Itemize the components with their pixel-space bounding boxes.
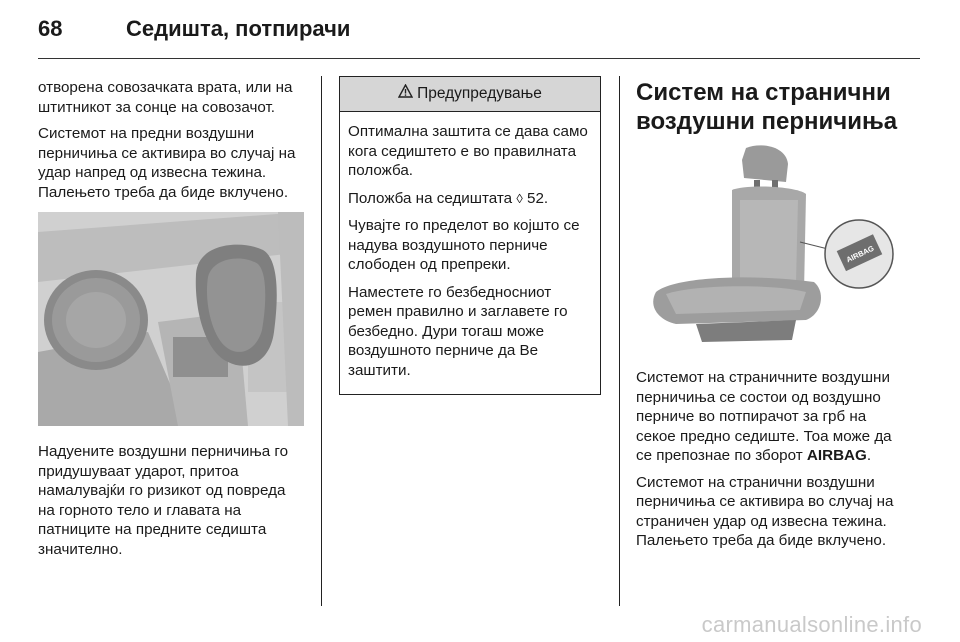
page-reference[interactable]: 52. <box>527 189 549 207</box>
dashboard-airbags-image <box>38 212 304 426</box>
page-title: Седишта, потпирачи <box>126 16 351 41</box>
warning-header <box>340 77 600 112</box>
warning-p2 <box>348 189 592 209</box>
watermark: carmanualsonline.info <box>701 612 922 637</box>
airbag-label-text: AIRBAG <box>844 243 876 265</box>
warning-box <box>339 76 601 395</box>
column-middle <box>339 76 601 395</box>
figure-caption: Надуените воздушни перничиња го придушуваат ударот, притоа намалувајќи го ризикот од повреда на горното тело и главата на патниците на предните седишта значително. <box>38 443 289 558</box>
warning-title: Предупредување <box>417 85 542 103</box>
warning-p4: Наместете го безбедносниот ремен правилно и заглавете го безбедно. Дури тогаш може воздушното перниче да Ве заштити. <box>348 283 568 379</box>
warning-p3: Чувајте го пределот во којшто се надува воздушното перниче слободен од препреки. <box>348 217 580 273</box>
column-divider-1 <box>321 76 322 606</box>
page-reference-arrow-icon: ◊ <box>516 190 523 206</box>
paragraph-front-airbag-activation: Системот на предни воздушни перничиња се активира во случај на удар напред од извесна тежина. Палењето треба да биде вклучено. <box>38 125 296 201</box>
header-divider <box>38 58 920 59</box>
column-left <box>38 78 306 566</box>
warning-triangle-icon <box>398 84 413 104</box>
page-header <box>38 16 920 56</box>
inflated-airbags-illustration <box>38 212 304 426</box>
section-title: Систем на странични воздушни перничиња <box>636 79 898 135</box>
side-airbag-description: Системот на страничните воздушни перничиња се состои од воздушно перниче во потпирачот за грб на секое предно седиште. Тоа може да се препознае по зборот AIRBAG. <box>636 369 892 464</box>
paragraph-sun-visor: отворена совозачката врата, или на штитникот за сонце на совозачот. <box>38 79 293 116</box>
warning-p1: Оптимална заштита се дава само кога седиштето е во правилната положба. <box>348 123 588 179</box>
column-divider-2 <box>619 76 620 606</box>
page-number: 68 <box>38 16 63 41</box>
airbag-word: AIRBAG <box>806 447 867 464</box>
seat-image <box>636 142 902 354</box>
warning-body <box>340 112 600 394</box>
column-right <box>636 78 904 558</box>
side-airbag-activation: Системот на странични воздушни перничиња се активира во случај на страничен удар од извесна тежина. Палењето треба да биде вклучено. <box>636 473 894 549</box>
side-airbag-seat-illustration <box>636 142 902 354</box>
seat-position-text: Положба на седиштата <box>348 189 513 207</box>
